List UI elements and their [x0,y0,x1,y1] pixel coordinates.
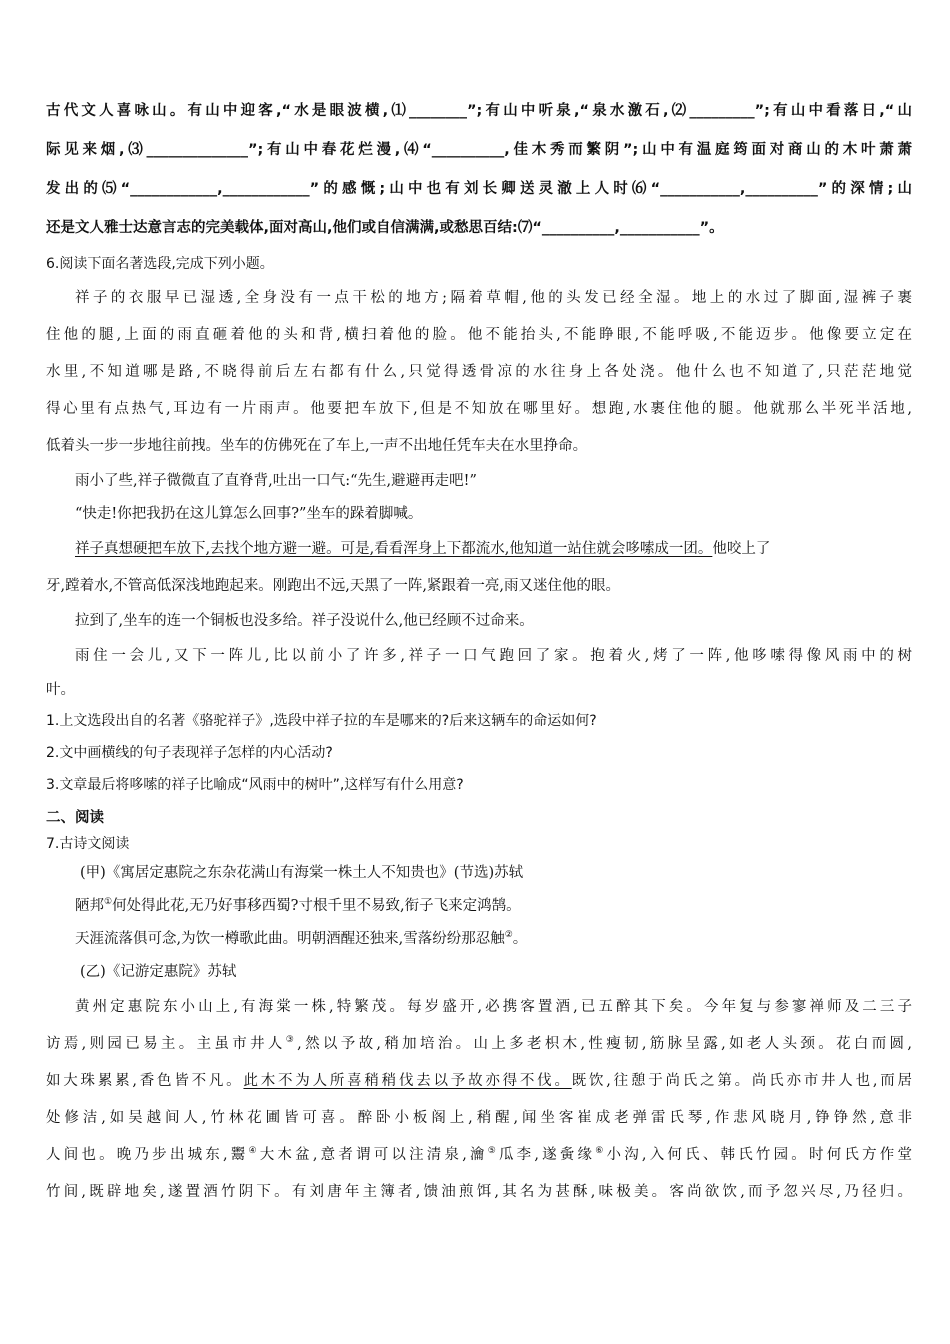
footnote-marker: ⑤ [487,1146,499,1157]
subquestion-3: 3.文章最后将哆嗦的祥子比喻成“风雨中的树叶”,这样写有什么用意? [46,777,464,793]
prose-text: 既饮,往憩于尚氏之第。尚氏亦市井人也,而居 [571,1073,913,1089]
question-7-title: 7.古诗文阅读 [46,836,130,852]
prose-text: 人间也。晚乃步出城东,鬻 [46,1147,249,1163]
prose-yi [46,956,912,1211]
prose-text: 瓜李,遂夤缘 [498,1147,596,1163]
passage-line: “快走!你把我扔在这儿算怎么回事?”坐车的跺着脚喊。 [75,506,423,522]
passage-underlined-paragraph [46,531,912,568]
passage-text: 他咬上了 [712,541,771,557]
poem-text: 陋邦 [75,898,104,914]
passage-line: 雨小了些,祥子微微直了直脊背,吐出一口气:“先生,避避再走吧!” [75,473,477,489]
underlined-sentence: 祥子真想硬把车放下,去找个地方避一避。可是,看看浑身上下都流水,他知道一站住就会哆嗦成一团。 [75,541,713,557]
passage-line: 得心里有点热气,耳边有一片雨声。他要把车放下,但是不知放在哪里好。想跑,水裹住他的腿。他就那么半死半活地, [46,401,912,417]
underlined-sentence: 此木不为人所喜稍稍伐去以予故亦得不伐。 [243,1073,572,1089]
poem-fill-line-4: 还是文人雅士达意言志的完美载体,面对高山,他们或自信满满,或愁思百结:⑺“__________,___________”。 [46,220,724,236]
prose-line [46,1137,912,1174]
poem-jia-title: (甲)《寓居定惠院之东杂花满山有海棠一株土人不知贵也》(节选)苏轼 [80,865,524,881]
subquestion-2: 2.文中画横线的句子表现祥子怎样的内心活动? [46,745,333,761]
question-6-title: 6.阅读下面名著选段,完成下列小题。 [46,256,274,272]
prose-text: ,然以予故,稍加培治。山上多老枳木,性瘦韧,筋脉呈露,如老人头颈。花白而圆, [297,1036,912,1052]
prose-text: 小沟,入何氏、韩氏竹园。时何氏方作堂 [606,1147,912,1163]
poem-fill-line-3: 发出的⑸“____________,____________”的感慨;山中也有刘长卿送灵澈上人时⑹“___________,__________”的深情;山 [46,181,912,197]
passage-line: 雨住一会儿,又下一阵儿,比以前小了许多,祥子一口气跑回了家。抱着火,烤了一阵,他哆嗦得像风雨中的树 [75,648,912,664]
footnote-marker: ① [104,897,113,908]
footnote-marker: ⑥ [595,1146,607,1157]
prose-line: 处修洁,如吴越间人,竹林花圃皆可喜。醉卧小板阁上,稍醒,闻坐客崔成老弹雷氏琴,作悲风晓月,铮铮然,意非 [46,1110,912,1126]
footnote-marker: ③ [285,1035,298,1046]
section-heading: 二、阅读 [46,810,104,826]
passage-line: 低着头一步一步地往前拽。坐车的仿佛死在了车上,一声不出地任凭车夫在水里挣命。 [46,438,588,454]
passage-line: 水里,不知道哪是路,不晓得前后左右都有什么,只觉得透骨凉的水往身上各处浇。他什么也不知道了,只茫茫地觉 [46,364,912,380]
poem-fill-line-2: 际见来烟,⑶______________”;有山中春花烂漫,⑷“__________,佳木秀而繁阴”;山中有温庭筠面对商山的木叶萧萧 [46,142,912,158]
poem-jia-line-2 [46,923,912,956]
footnote-marker: ④ [248,1146,260,1157]
prose-yi-title: (乙)《记游定惠院》苏轼 [80,964,237,980]
poem-text: 何处得此花,无乃好事移西蜀?寸根千里不易致,衔子飞来定鸿鹄。 [112,898,521,914]
poem-fill-line-1: 古代文人喜咏山。有山中迎客,“水是眼波横,⑴________”;有山中听泉,“泉水激石,⑵_________”;有山中看落日,“山 [46,103,912,119]
prose-line [46,1026,912,1063]
poem-jia [46,857,912,956]
subquestion-1: 1.上文选段出自的名著《骆驼祥子》,选段中祥子拉的车是哪来的?后来这辆车的命运如何? [46,713,597,729]
document-page [46,92,912,1211]
prose-line: 竹间,既辟地矣,遂置酒竹阴下。有刘唐年主簿者,馈油煎饵,其名为甚酥,味极美。客尚欲饮,而予忽兴尽,乃径归。 [46,1184,912,1200]
prose-line: 黄州定惠院东小山上,有海棠一株,特繁茂。每岁盛开,必携客置酒,已五醉其下矣。今年复与参寥禅师及二三子 [75,999,912,1015]
passage-line: 牙,蹚着水,不管高低深浅地跑起来。刚跑出不远,天黑了一阵,紧跟着一亮,雨又迷住他的眼。 [46,578,621,594]
poem-text: 。 [512,931,528,947]
passage-line: 住他的腿,上面的雨直砸着他的头和背,横扫着他的脸。他不能抬头,不能睁眼,不能呼吸,不能迈步。他像要立定在 [46,327,912,343]
prose-line [46,1063,912,1100]
passage-line: 叶。 [46,682,75,698]
prose-text: 大木盆,意者谓可以注清泉,瀹 [259,1147,488,1163]
poem-jia-line-1 [46,890,912,923]
passage-line: 拉到了,坐车的连一个铜板也没多给。祥子没说什么,他已经顾不过命来。 [75,613,534,629]
prose-text: 访焉,则园已易主。主虽市井人 [46,1036,286,1052]
poem-fill-block [46,92,912,248]
footnote-marker: ② [504,930,513,941]
poem-text: 天涯流落俱可念,为饮一樽歌此曲。明朝酒醒还独来,雪落纷纷那忍触 [75,931,505,947]
passage-line: 祥子的衣服早已湿透,全身没有一点干松的地方;隔着草帽,他的头发已经全湿。地上的水过了脚面,湿裤子裹 [75,290,912,306]
question-6-subquestions [46,705,912,801]
prose-text: 如大珠累累,香色皆不凡。 [46,1073,244,1089]
passage-xiangzi [46,280,912,705]
